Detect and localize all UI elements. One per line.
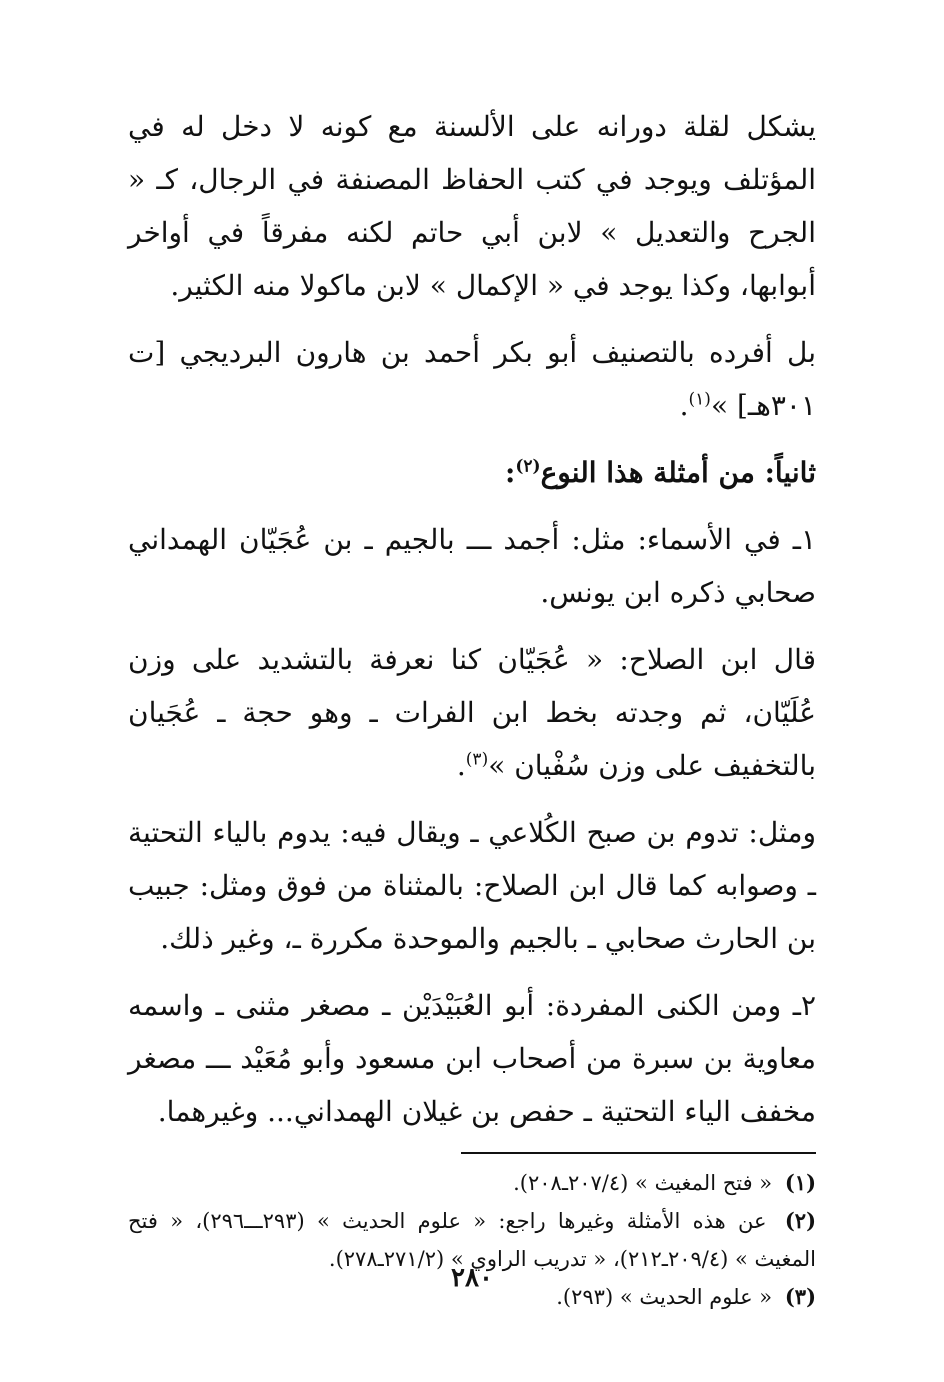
paragraph-2-end: . bbox=[679, 389, 689, 422]
footnote-2-text: عن هذه الأمثلة وغيرها راجع: « علوم الحديث » (٢٩٣ـــ٢٩٦)، « فتح المغيث » (٢٠٩/٤ـ٢١٢)، « تدريب الراوي » (٢٧١/٢ـ٢٧٨). bbox=[128, 1209, 816, 1271]
example-4-text: ٢ـ ومن الكنى المفردة: أبو العُبَيْدَيْن ـ مصغر مثنى ـ واسمه معاوية بن سبرة من أصحاب ابن مسعود وأبو مُعَيْد ـــ مصغر مخفف الياء التحتية ـ حفص بن غيلان الهمداني... وغيرهما. bbox=[128, 989, 816, 1128]
footnotes bbox=[128, 1164, 816, 1316]
example-2-end: . bbox=[456, 749, 466, 782]
page-number: ٢٨٠ bbox=[451, 1263, 493, 1293]
footnote-3-number: (٣) bbox=[784, 1284, 816, 1309]
paragraph-1-text: يشكل لقلة دورانه على الألسنة مع كونه لا دخل له في المؤتلف ويوجد في كتب الحفاظ المصنفة في الرجال، كـ « الجرح والتعديل » لابن أبي حاتم لكنه مفرقاً في أواخر أبوابها، وكذا يوجد في « الإكمال » لابن ماكولا منه الكثير. bbox=[128, 110, 817, 302]
footnote-2-number: (٢) bbox=[784, 1208, 816, 1233]
footnote-1 bbox=[128, 1164, 816, 1202]
example-4 bbox=[128, 979, 816, 1138]
footnote-1-text: « فتح المغيث » (٢٠٧/٤ـ٢٠٨). bbox=[513, 1171, 773, 1195]
example-1 bbox=[128, 513, 816, 619]
example-3 bbox=[128, 806, 816, 965]
section-heading-text: ثانياً: من أمثلة هذا النوع bbox=[540, 456, 816, 489]
paragraph-2 bbox=[128, 326, 816, 432]
example-2-text: قال ابن الصلاح: « عُجَيّان كنا نعرفة بالتشديد على وزن عُلَيّان، ثم وجدته بخط ابن الفرات ـ وهو حجة ـ عُجَيان بالتخفيف على وزن سُفْيان » bbox=[128, 643, 816, 782]
example-1-text: ١ـ في الأسماء: مثل: أجمد ـــ بالجيم ـ بن عُجَيّان الهمداني صحابي ذكره ابن يونس. bbox=[128, 523, 816, 609]
footnote-separator bbox=[461, 1152, 816, 1154]
section-heading bbox=[128, 446, 816, 499]
section-heading-colon: : bbox=[505, 456, 516, 489]
footnote-ref-1: (١) bbox=[688, 389, 711, 410]
footnote-3-text: « علوم الحديث » (٢٩٣). bbox=[556, 1285, 773, 1309]
paragraph-2-text: بل أفرده بالتصنيف أبو بكر أحمد بن هارون البرديجي [ت ٣٠١هـ] » bbox=[128, 336, 816, 422]
footnote-ref-3: (٣) bbox=[465, 749, 489, 770]
footnote-1-number: (١) bbox=[784, 1170, 816, 1195]
example-2 bbox=[128, 633, 816, 792]
example-3-text: ومثل: تدوم بن صبح الكُلاعي ـ ويقال فيه: يدوم بالياء التحتية ـ وصوابه كما قال ابن الصلاح: بالمثناة من فوق ومثل: جبيب بن الحارث صحابي ـ بالجيم والموحدة مكررة ـ، وغير ذلك. bbox=[128, 816, 816, 955]
footnote-ref-2: (٢) bbox=[515, 456, 541, 477]
paragraph-1 bbox=[128, 100, 816, 312]
